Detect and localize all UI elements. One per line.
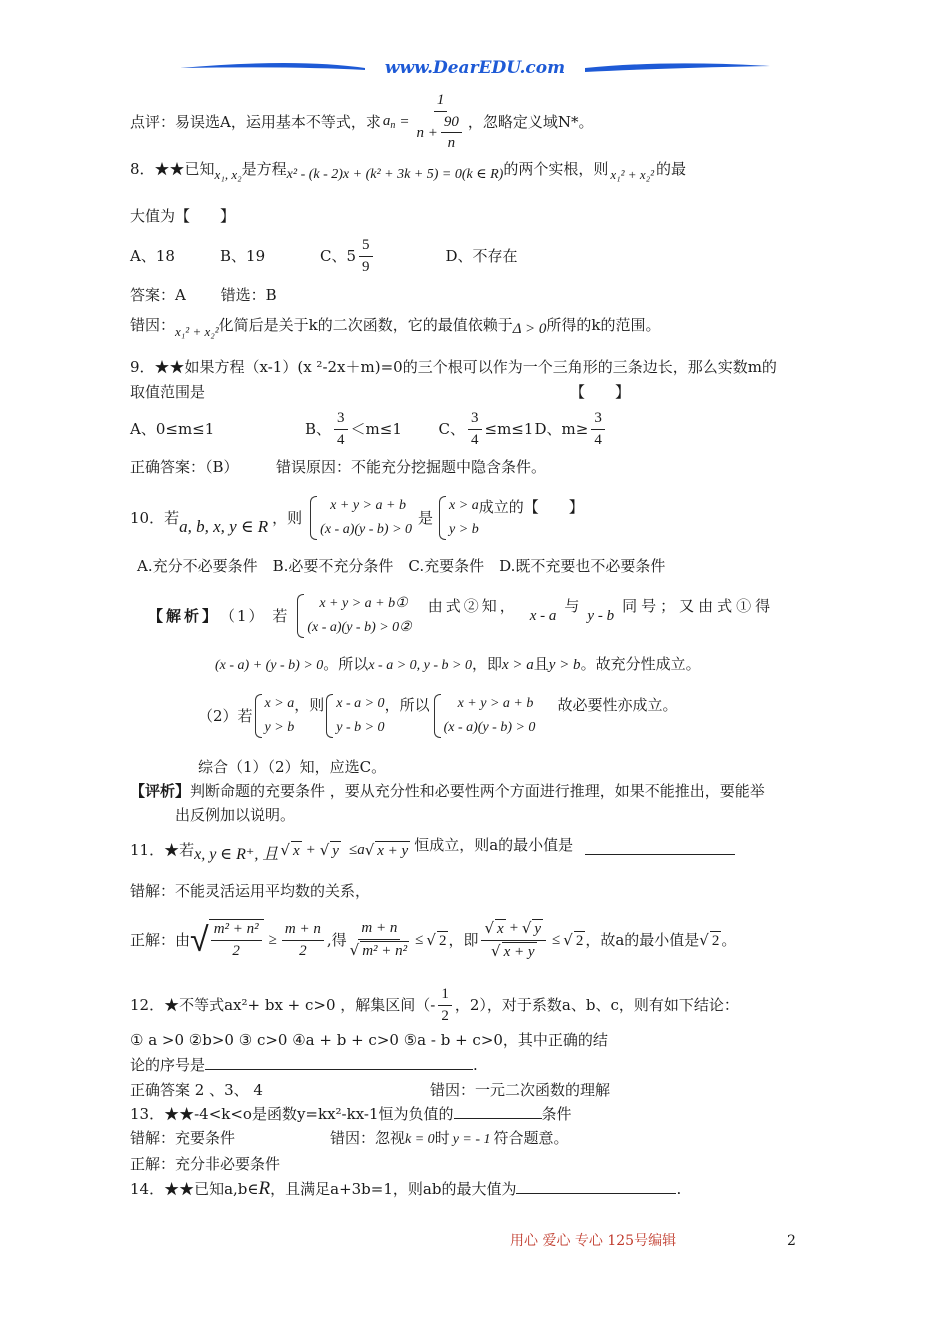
q8-opt-b: B、19	[220, 247, 266, 265]
q10-options: A.充分不必要条件 B.必要不充分条件 C.充要条件 D.既不充要也不必要条件	[137, 557, 666, 575]
q8-err-a: 错因：	[130, 316, 176, 334]
q8-error	[130, 316, 661, 340]
c7-sub: n	[390, 120, 396, 131]
q9-d-num: 3	[591, 409, 605, 430]
q10-review-line1	[130, 782, 765, 800]
q11-r4-y: y	[534, 920, 542, 937]
q11-answer-blank[interactable]	[585, 853, 735, 855]
q11-sqrt2-a: 2	[438, 932, 447, 949]
q8-options	[130, 236, 518, 276]
q11-le2: ≤	[415, 932, 424, 948]
q10-t1: x > a	[449, 498, 479, 513]
q10-l3-system1	[253, 692, 295, 740]
q9-options	[130, 408, 608, 450]
q8-text-d: 的最	[656, 160, 687, 178]
q8-roots: x₁, x₂	[214, 167, 242, 182]
q9-opt-c-pre: C、	[438, 420, 466, 438]
c7-frac-den-a: n +	[416, 124, 438, 141]
q10-l2-expr: (x - a) + (y - b) > 0	[215, 658, 324, 673]
q12-line1	[130, 982, 739, 1028]
q11-r-frac1	[209, 919, 264, 961]
q10-l3-a: （2）若	[198, 707, 253, 725]
q10-line1	[130, 492, 584, 544]
q10-sol-s1: x + y > a + b①	[319, 596, 408, 611]
q10-l2-f: y > b	[548, 657, 581, 673]
q10-l3-d: 故必要性亦成立。	[557, 696, 678, 714]
c7-an: a	[382, 113, 391, 129]
q10-l3-b: ，则	[294, 696, 325, 714]
q8-line1	[130, 160, 686, 184]
q14-R: R	[258, 1178, 271, 1199]
q13-err-expr2: y = - 1	[452, 1132, 491, 1147]
q11-plus: +	[305, 842, 316, 858]
q10-text-a: 10．若	[130, 509, 180, 527]
c7-frac-num: 1	[434, 91, 448, 112]
q13-answer-blank[interactable]	[454, 1117, 542, 1119]
q12-answer: 正确答案 2 、3、 4	[130, 1081, 263, 1099]
q12-error: 错因：一元二次函数的理解	[430, 1081, 611, 1099]
q10-conclusion: 综合（1）（2）知，应选C。	[198, 758, 387, 776]
q11-le3: ≤	[552, 932, 561, 948]
q11-line1: 11．★若 x, y ∈ R⁺, 且 √ x + √ y ≤a √ x + y 恒成立，则a的最小值是	[130, 832, 735, 868]
q12-text-a: 12．★不等式ax²+ bx + c>0 ，解集区间（-	[130, 996, 436, 1014]
q10-solution-line2	[215, 655, 701, 675]
q9-opt-b-post: ＜m≤1	[350, 420, 402, 438]
q12-line2: ① a >0 ②b>0 ③ c>0 ④a + b + c>0 ⑤a - b + c>0，其中正确的结	[130, 1031, 608, 1049]
q9-opt-d-pre: D、m≥	[534, 420, 589, 438]
q11-r3-num: m + n	[358, 919, 400, 940]
q9-opt-b-pre: B、	[305, 420, 332, 438]
q13-err-a: 错因：忽视	[330, 1129, 406, 1147]
q10-l2-b: x - a > 0, y - b > 0	[368, 658, 472, 673]
q8-err-c: 所得的k的范围。	[546, 316, 661, 334]
q11-r4-x: x	[497, 920, 504, 937]
q9-opt-c-post: ≤m≤1	[484, 420, 534, 438]
q9-b-num: 3	[334, 409, 348, 430]
q12-answer-blank[interactable]	[205, 1068, 473, 1070]
q10-text-b: ，则	[272, 509, 303, 527]
c7-text-a: 点评：易误选A，运用基本不等式，求	[130, 113, 381, 131]
q10-text-c: 是	[418, 509, 434, 527]
q8-opt-a: A、18	[130, 247, 175, 265]
q12-fraction	[438, 985, 452, 1026]
q8-line2: 大值为【 】	[130, 207, 236, 225]
q11-text-a: 11．★若	[130, 841, 195, 859]
q11-sqrt-xy: x + y	[377, 842, 409, 859]
q10-sol-tag: 【解析】	[148, 607, 221, 625]
q12-line3	[130, 1056, 478, 1074]
q11-r-frac4: √ x + √ y √ x + y	[481, 919, 546, 962]
q13-right: 正解：充分非必要条件	[130, 1155, 281, 1173]
q10-t2: y > b	[449, 522, 479, 537]
q10-sol-s2: (x - a)(y - b) > 0②	[307, 620, 412, 635]
q8-text-c: 的两个实根，则	[503, 160, 609, 178]
q8-opt-d: D、不存在	[445, 247, 518, 265]
q12-text-b: ，2），对于系数a、b、c，则有如下结论：	[454, 996, 739, 1014]
q10-review-line2: 出反例加以说明。	[175, 806, 296, 824]
q13-text-a: 13．★★-4<k<o是函数y=kx²-kx-1恒为负值的	[130, 1105, 454, 1123]
q10-l3-c: ，所以	[384, 696, 430, 714]
q10-l2-d: x > a	[501, 657, 534, 673]
q10-text-d: 成立的【 】	[478, 498, 584, 516]
q10-l3-v2: (x - a)(y - b) > 0	[443, 720, 536, 735]
q8-err-b: 化简后是关于k的二次函数，它的最值依赖于	[218, 316, 513, 334]
q8-opt-c-frac	[359, 236, 373, 277]
q10-l3-system2	[324, 692, 384, 740]
q8-sumsq: x₁² + x₂²	[610, 167, 655, 182]
c7-frac-den-num: 90	[441, 113, 462, 134]
q14-answer-blank[interactable]	[516, 1192, 676, 1194]
q10-solution-line1	[148, 590, 774, 642]
q13-err-c: 符合题意。	[493, 1129, 569, 1147]
q10-l2-e: 且	[533, 655, 549, 673]
q11-right-a: 正解：由	[130, 931, 191, 949]
q10-rev-tag: 【评析】	[130, 782, 191, 800]
q10-rev-a: 判断命题的充要条件 ，要从充分性和必要性两个方面进行推理，如果不能推出，要能举	[190, 782, 765, 800]
q11-right-c: ，故a的最小值是	[585, 931, 700, 949]
q10-l3-system3	[432, 692, 536, 740]
q9-d-den: 4	[594, 431, 602, 448]
q12-f-num: 1	[438, 985, 452, 1006]
c7-fraction	[416, 91, 464, 153]
q11-r2-den: 2	[299, 942, 307, 959]
q9-line1: 9．★★如果方程（x-1）(x ²-2x＋m)=0的三个根可以作为一个三角形的三条边长，那么实数m的	[130, 358, 777, 376]
q13-text-b: 条件	[541, 1105, 572, 1123]
q10-s1: x + y > a + b	[330, 498, 406, 513]
q10-l2-g: 。故充分性成立。	[580, 655, 701, 673]
q10-sol-d: 同号；又由式①得	[622, 597, 775, 615]
q14-text-a: 14．★★已知a,b∈	[130, 1180, 259, 1198]
q12-line3-end: .	[473, 1056, 478, 1074]
q11-right: 正解：由 √ $\frac{\text{m² + n²}}{2}$ ≥ $\frac{m + n}{2}$ ,得 m + n √ m² + n² ≤ √ 2 ，即 √ x + √ y √ x + y ≤ √ 2 ，故a的最小值是 √ 2 。	[130, 918, 737, 960]
q14-line	[130, 1178, 681, 1201]
q11-sqrt2-c: 2	[711, 932, 720, 949]
c7-eq: =	[399, 114, 410, 130]
q9-b-den: 4	[337, 431, 345, 448]
q10-l3-u1: x - a > 0	[336, 696, 385, 711]
q10-l2-c: ，即	[471, 655, 502, 673]
q9-bracket: 【 】	[570, 383, 631, 401]
q8-equation: x² - (k - 2)x + (k² + 3k + 5) = 0(k ∈ R)	[286, 167, 504, 182]
q8-answer: 答案：A 错选：B	[130, 286, 277, 304]
q13-err-expr1: k = 0	[405, 1132, 435, 1147]
q11-sqrt2-b: 2	[575, 932, 584, 949]
q13-err-b: 时	[434, 1129, 450, 1147]
q8-optc-num: 5	[359, 236, 373, 257]
q11-r-frac2	[282, 920, 324, 961]
footer-page-number: 2	[787, 1233, 796, 1249]
footer-slogan: 用心 爱心 专心 125号编辑	[510, 1233, 677, 1249]
q8-text-b: 是方程	[241, 160, 287, 178]
q14-text-b: ，且满足a+3b=1，则ab的最大值为	[270, 1180, 517, 1198]
q10-l3-v1: x + y > a + b	[457, 696, 534, 711]
q11-right-b: ，即	[448, 931, 479, 949]
q13-line1	[130, 1105, 572, 1123]
q9-c-num: 3	[468, 409, 482, 430]
q10-target	[437, 494, 479, 542]
q8-optc-den: 9	[362, 258, 370, 275]
q11-cond: x, y ∈ R⁺, 且	[194, 846, 279, 864]
q10-solution-line3	[198, 690, 677, 742]
q10-s2: (x - a)(y - b) > 0	[320, 522, 413, 537]
q13-error	[330, 1129, 569, 1149]
q10-l3-t2: y > b	[264, 720, 295, 735]
q8-err-expr: x₁² + x₂²	[175, 324, 219, 339]
q11-r-den: 2	[232, 943, 240, 959]
q8-delta: Δ > 0	[512, 321, 547, 337]
q10-vars: a, b, x, y ∈ R	[179, 516, 269, 536]
q8-opt-c: C、5	[320, 247, 357, 265]
q9-opt-a: A、0≤m≤1	[130, 420, 215, 438]
q11-r3-den: m² + n²	[362, 943, 408, 959]
q10-sol-a: （1） 若	[220, 607, 290, 625]
q9-line2: 取值范围是	[130, 383, 206, 401]
q11-sqrt-y: y	[332, 842, 339, 859]
q11-wrong: 错解：不能灵活运用平均数的关系，	[130, 882, 371, 900]
c7-line	[130, 92, 593, 152]
q10-sol-system	[295, 592, 411, 640]
q11-end: 。	[721, 931, 737, 949]
q8-text-a: 8．★★已知	[130, 160, 215, 178]
q10-l3-t1: x > a	[264, 696, 295, 711]
q9-c-den: 4	[471, 431, 479, 448]
q10-sol-c: 与	[564, 597, 580, 615]
q13-wrong: 错解：充要条件	[130, 1129, 236, 1147]
q11-r2-num: m + n	[282, 920, 324, 941]
q11-sqrt-x: x	[292, 842, 300, 859]
q11-text-b: 恒成立，则a的最小值是	[414, 836, 574, 854]
q11-le: ≤a	[348, 842, 365, 858]
q9-answer: 正确答案：（B） 错误原因：不能充分挖掘题中隐含条件。	[130, 458, 547, 476]
q11-r4-den: x + y	[503, 943, 535, 960]
q12-line3-text: 论的序号是	[130, 1056, 206, 1074]
q10-l2-a: 。所以	[323, 655, 369, 673]
q12-f-den: 2	[441, 1007, 449, 1024]
c7-text-b: ，忽略定义域N*。	[467, 113, 594, 131]
q14-text-c: .	[676, 1180, 682, 1198]
q11-de: ,得	[326, 931, 347, 949]
q11-r-frac3: m + n √ m² + n²	[349, 920, 408, 959]
q10-system	[308, 494, 412, 542]
c7-frac-den-den: n	[447, 135, 456, 152]
q10-sol-b: 由式②知，	[427, 597, 518, 615]
q11-r-num: m² + n²	[211, 920, 262, 941]
q10-l3-u2: y - b > 0	[336, 720, 385, 735]
q11-ge: ≥	[268, 932, 277, 948]
q10-yb: y - b	[587, 608, 615, 624]
header-banner	[175, 54, 775, 84]
q10-xa: x - a	[529, 608, 557, 624]
header-site-name: www.DearEDU.com	[384, 58, 566, 78]
